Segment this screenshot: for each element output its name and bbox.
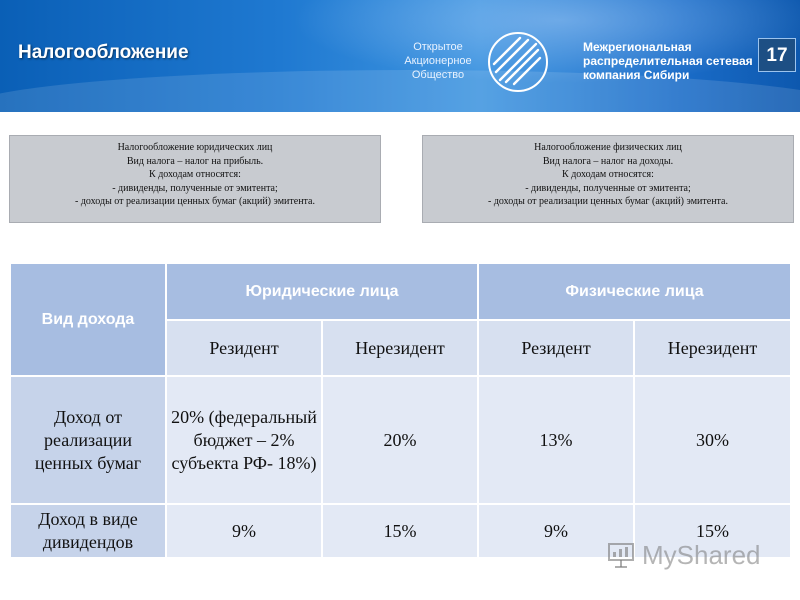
info-line: - дивиденды, полученные от эмитента; <box>112 182 278 194</box>
table-cell: 20% (федеральный бюджет – 2% субъекта РФ- 18%) <box>166 376 322 504</box>
company-name <box>583 40 753 82</box>
table-cell: 15% <box>322 504 478 558</box>
table-cell: 15% <box>634 504 791 558</box>
org-line-1: Открытое <box>413 41 463 53</box>
presentation-board-icon <box>606 540 636 570</box>
tax-rates-table <box>9 262 792 559</box>
table-cell: 9% <box>478 504 634 558</box>
company-line-1: Межрегиональная <box>583 40 692 54</box>
company-line-3: компания Сибири <box>583 68 690 82</box>
company-line-2: распределительная сетевая <box>583 54 753 68</box>
legal-entities-info-box <box>9 135 381 223</box>
table-cell: 13% <box>478 376 634 504</box>
info-line: - доходы от реализации ценных бумаг (акций) эмитента. <box>75 196 315 207</box>
table-cell: 30% <box>634 376 791 504</box>
org-line-2: Акционерное <box>404 55 472 67</box>
individuals-info-box <box>422 135 794 223</box>
watermark-text: MyShared <box>642 539 761 570</box>
table-cell: 20% <box>322 376 478 504</box>
info-line: - доходы от реализации ценных бумаг (акций) эмитента. <box>488 196 728 207</box>
info-line: Вид налога – налог на прибыль. <box>126 155 264 167</box>
org-type-text <box>398 40 478 82</box>
info-line: Налогообложение физических лиц <box>534 142 682 153</box>
org-line-3: Общество <box>411 69 465 81</box>
legal-resident-header: Резидент <box>166 320 322 376</box>
info-line: - дивиденды, полученные от эмитента; <box>525 182 691 194</box>
legal-nonresident-header: Нерезидент <box>322 320 478 376</box>
row-label: Доход в виде дивидендов <box>10 504 166 558</box>
income-type-header: Вид дохода <box>10 263 166 376</box>
watermark <box>606 535 761 575</box>
row-label: Доход от реализации ценных бумаг <box>10 376 166 504</box>
individual-resident-header: Резидент <box>478 320 634 376</box>
header-banner <box>0 0 800 112</box>
info-line: Вид налога – налог на доходы. <box>542 155 674 167</box>
individual-nonresident-header: Нерезидент <box>634 320 791 376</box>
page-title: Налогообложение <box>18 42 189 63</box>
individuals-header: Физические лица <box>478 263 791 320</box>
slide-number: 17 <box>758 38 796 72</box>
table-cell: 9% <box>166 504 322 558</box>
info-line: Налогообложение юридических лиц <box>117 142 273 153</box>
table-row <box>10 376 791 504</box>
info-line: К доходам относятся: <box>562 169 654 180</box>
legal-entities-header: Юридические лица <box>166 263 478 320</box>
company-logo-icon <box>486 30 550 94</box>
info-line: К доходам относятся: <box>149 169 241 180</box>
